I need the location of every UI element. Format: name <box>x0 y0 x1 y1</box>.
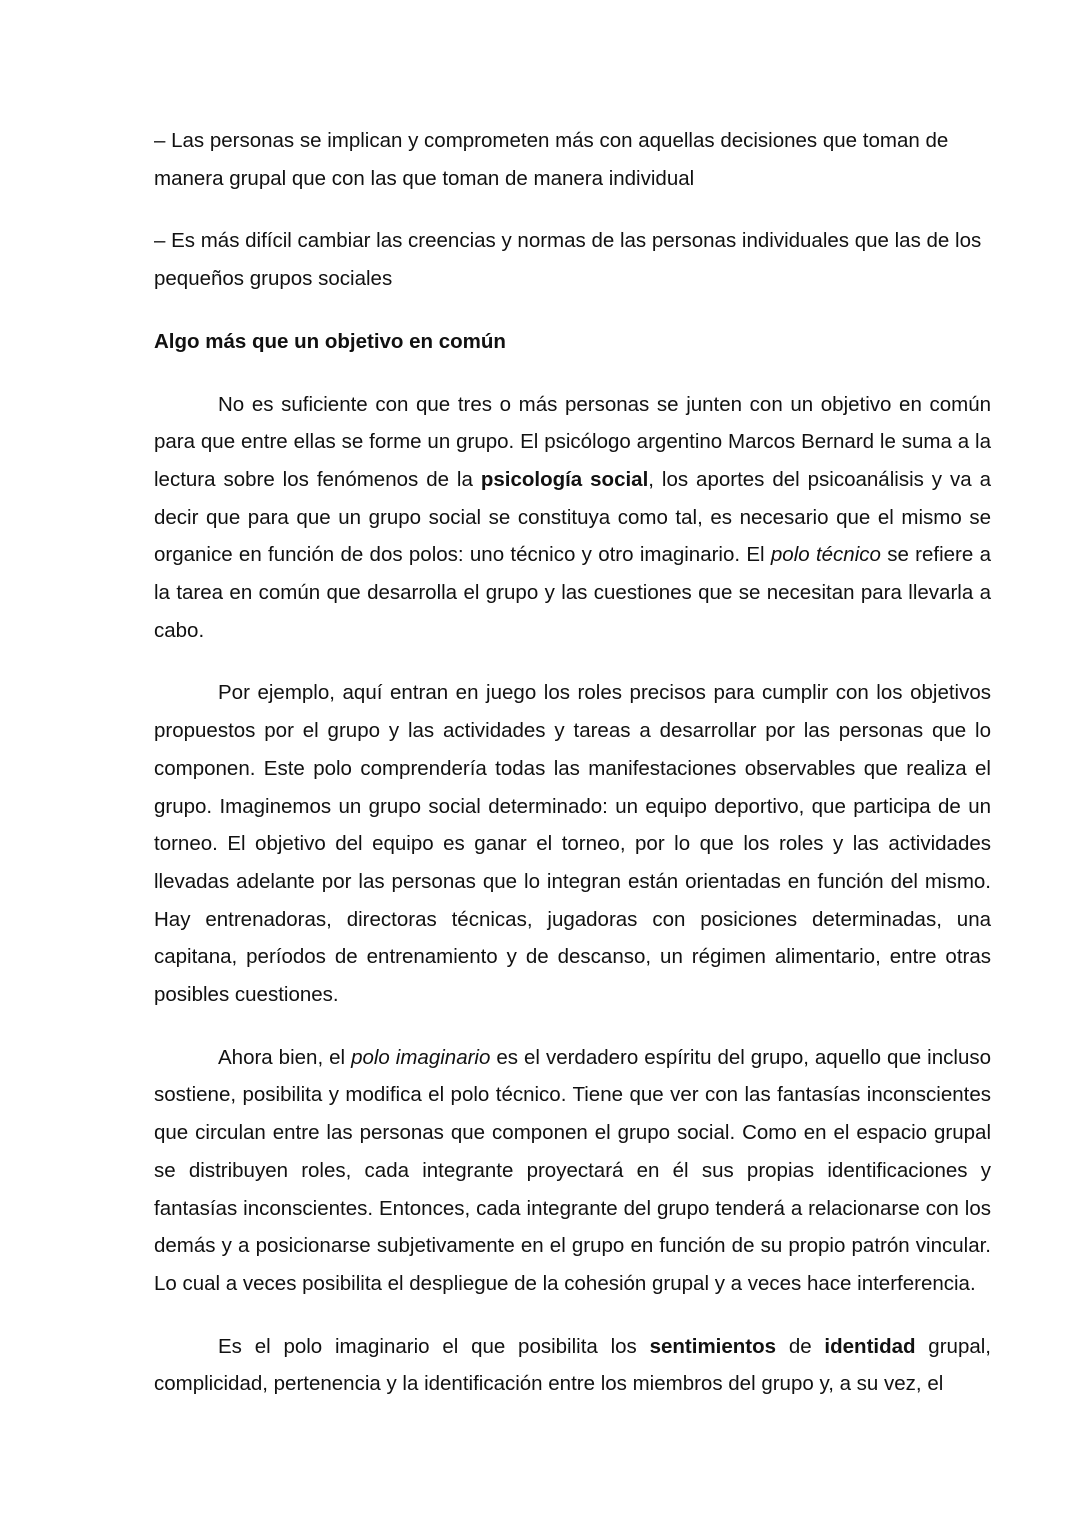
text-run: Ahora bien, el <box>218 1045 352 1069</box>
text-run: se refiere a la tarea en común que desarrolla el grupo y las cuestiones que se necesitan para llevarla a cabo. <box>154 543 991 642</box>
paragraph-polo-imaginario <box>154 1039 991 1303</box>
document-page <box>154 122 991 1428</box>
text-run: grupal, complicidad, pertenencia y la identificación entre los miembros del grupo y, a su vez, el <box>154 1334 991 1396</box>
text-run: es el verdadero espíritu del grupo, aquello que incluso sostiene, posibilita y modifica el polo técnico. Tiene que ver con las fantasías inconscientes que circulan entre las personas que componen el grupo social. Como en el espacio grupal se distribuyen roles, cada integrante proyectará en él sus propias identificaciones y fantasías inconscientes. Entonces, cada integrante del grupo tenderá a relacionarse con los demás y a posicionarse subjetivamente en el grupo en función de su propio patrón vincular. Lo cual a veces posibilita el despliegue de la cohesión grupal y a veces hace interferencia. <box>154 1045 991 1295</box>
bold-term: sentimientos <box>649 1334 777 1358</box>
list-item: – Es más difícil cambiar las creencias y normas de las personas individuales que las de los pequeños grupos sociales <box>154 229 982 291</box>
list-item: – Las personas se implican y comprometen más con aquellas decisiones que toman de manera grupal que con las que toman de manera individual <box>154 129 949 190</box>
text-run: No es suficiente con que tres o más personas se junten con un objetivo en común para que entre ellas se forme un grupo. El psicólogo argentino Marcos Bernard le suma a la lectura sobre los fenómenos de la <box>154 392 991 491</box>
paragraph-identidad <box>154 1328 991 1403</box>
section-heading: Algo más que un objetivo en común <box>154 329 506 353</box>
italic-term: polo imaginario <box>351 1045 491 1069</box>
italic-term: polo técnico <box>770 543 881 567</box>
bold-term: psicología social <box>480 467 649 491</box>
paragraph-ejemplo: Por ejemplo, aquí entran en juego los roles precisos para cumplir con los objetivos propuestos por el grupo y las actividades y tareas a desarrollar por las personas que lo componen. Este polo comprendería todas las manifestaciones observables que realiza el grupo. Imaginemos un grupo social determinado: un equipo deportivo, que participa de un torneo. El objetivo del equipo es ganar el torneo, por lo que los roles y las actividades llevadas adelante por las personas que lo integran están orientadas en función del mismo. Hay entrenadoras, directoras técnicas, jugadoras con posiciones determinadas, una capitana, períodos de entrenamiento y de descanso, un régimen alimentario, entre otras posibles cuestiones. <box>154 681 991 1007</box>
text-run: de <box>776 1334 825 1358</box>
paragraph-polo-tecnico <box>154 386 991 650</box>
bold-term: identidad <box>824 1334 916 1358</box>
text-run: , los aportes del psicoanálisis y va a decir que para que un grupo social se constituya como tal, es necesario que el mismo se organice en función de dos polos: uno técnico y otro imaginario. El <box>154 467 991 567</box>
text-run: Es el polo imaginario el que posibilita los <box>218 1334 650 1358</box>
